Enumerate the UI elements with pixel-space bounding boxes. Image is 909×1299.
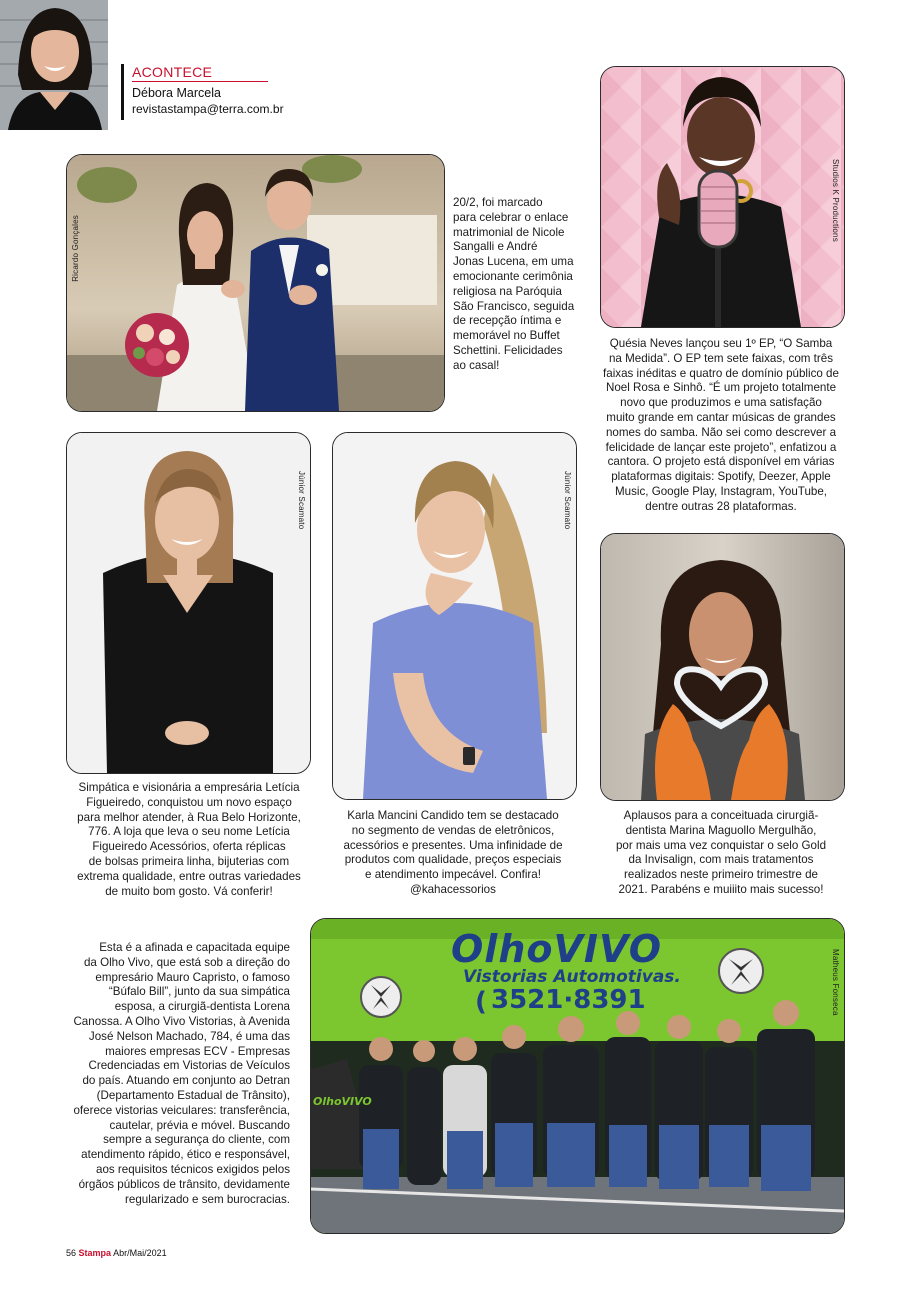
author-name: Débora Marcela [132,86,221,100]
sign-phone: 3521·8391 [491,985,646,1015]
photo-credit: Matheus Fonseca [831,949,840,1016]
author-email[interactable]: revistastampa@terra.com.br [132,102,284,116]
photo-credit: Júnior Scamato [563,471,572,530]
olhovivo-team-photo [310,918,845,1234]
sign-brand: OlhoVIVO [451,927,663,971]
karla-photo [332,432,577,800]
karla-caption: Karla Mancini Candido tem se destacado no segmento de vendas de eletrônicos, acessórios e presentes. Uma infinidade de produtos com qualidade, preços especiais e atendimento impecável. Confira! @kahacessorios [343,809,563,896]
phone-icon: ( [475,987,487,1017]
magazine-name: Stampa [78,1248,112,1258]
quesia-photo [600,66,845,328]
marina-photo [600,533,845,801]
marina-caption: Aplausos para a conceituada cirurgiã- dentista Marina Maguollo Mergulhão, por mais uma vez conquistar o selo Gold da Invisalign, com mais tratamentos realizados neste primeiro trimestre de 2021. Parabéns e muiiito mais sucesso! [615,809,827,896]
wedding-caption: 20/2, foi marcado para celebrar o enlace matrimonial de Nicole Sangalli e André Jonas Lucena, em uma emocionante cerimônia religiosa na Paróquia São Francisco, seguida de recepção íntima e memorável no Buffet Schettini. Felicidades ao casal! [453,196,575,372]
quesia-caption: Quésia Neves lançou seu 1º EP, “O Samba na Medida”. O EP tem sete faixas, com três faixas inéditas e quatro de domínio público de Noel Rosa e Sinhô. “É um projeto totalmente novo que produzimos e uma satisfação muito grande em cantar músicas de grandes nomes do samba. Não sei como descrever a felicidade de lançar este projeto”, enfatizou a cantora. O projeto está disponível em várias plataformas digitais: Spotify, Deezer, Apple Music, Google Play, Instagram, YouTube, dentre outras 28 plataformas. [603,337,839,513]
section-bar [121,64,124,120]
photo-credit: Studios K Productions [831,159,840,242]
leticia-photo [66,432,311,774]
page-number: 56 [66,1248,77,1258]
van-brand: OlhoVIVO [313,1095,372,1108]
photo-credit: Ricardo Gonçales [71,215,80,282]
leticia-caption: Simpática e visionária a empresária Letícia Figueiredo, conquistou um novo espaço para melhor atender, à Rua Belo Horizonte, 776. A loja que leva o seu nome Letícia Figueiredo Acessórios, oferta réplicas de bolsas primeira linha, bijuterias com extrema qualidade, entre outras variedades de muito bom gosto. Vá conferir! [77,781,301,898]
wedding-photo [66,154,445,412]
olhovivo-caption: Esta é a afinada e capacitada equipe da Olho Vivo, que está sob a direção do empresário Mauro Capristo, o famoso “Búfalo Bill”, junto da sua simpática esposa, a cirurgiã-dentista Lorena Canossa. A Olho Vivo Vistorias, à Avenida José Nelson Machado, 784, é uma das maiores empresas ECV - Empresas Credenciadas em Vistorias de Veículos do país. Atuando em conjunto ao Detran (Departamento Estadual de Trânsito), oferece vistorias veiculares: transferência, cautelar, prévia e móvel. Buscando sempre a segurança do cliente, com atendimento rápido, ético e responsável, aos requisitos técnicos exigidos pelos órgãos públicos de trânsito, devidamente regularizado e sem burocracias. [73,941,290,1206]
issue-date: Abr/Mai/2021 [113,1248,167,1258]
author-photo [0,0,108,130]
photo-credit: Júnior Scamato [297,471,306,530]
page-footer [66,1248,167,1258]
section-rule [132,81,268,82]
section-title: ACONTECE [132,64,213,80]
sign-tagline: Vistorias Automotivas. [463,967,681,987]
